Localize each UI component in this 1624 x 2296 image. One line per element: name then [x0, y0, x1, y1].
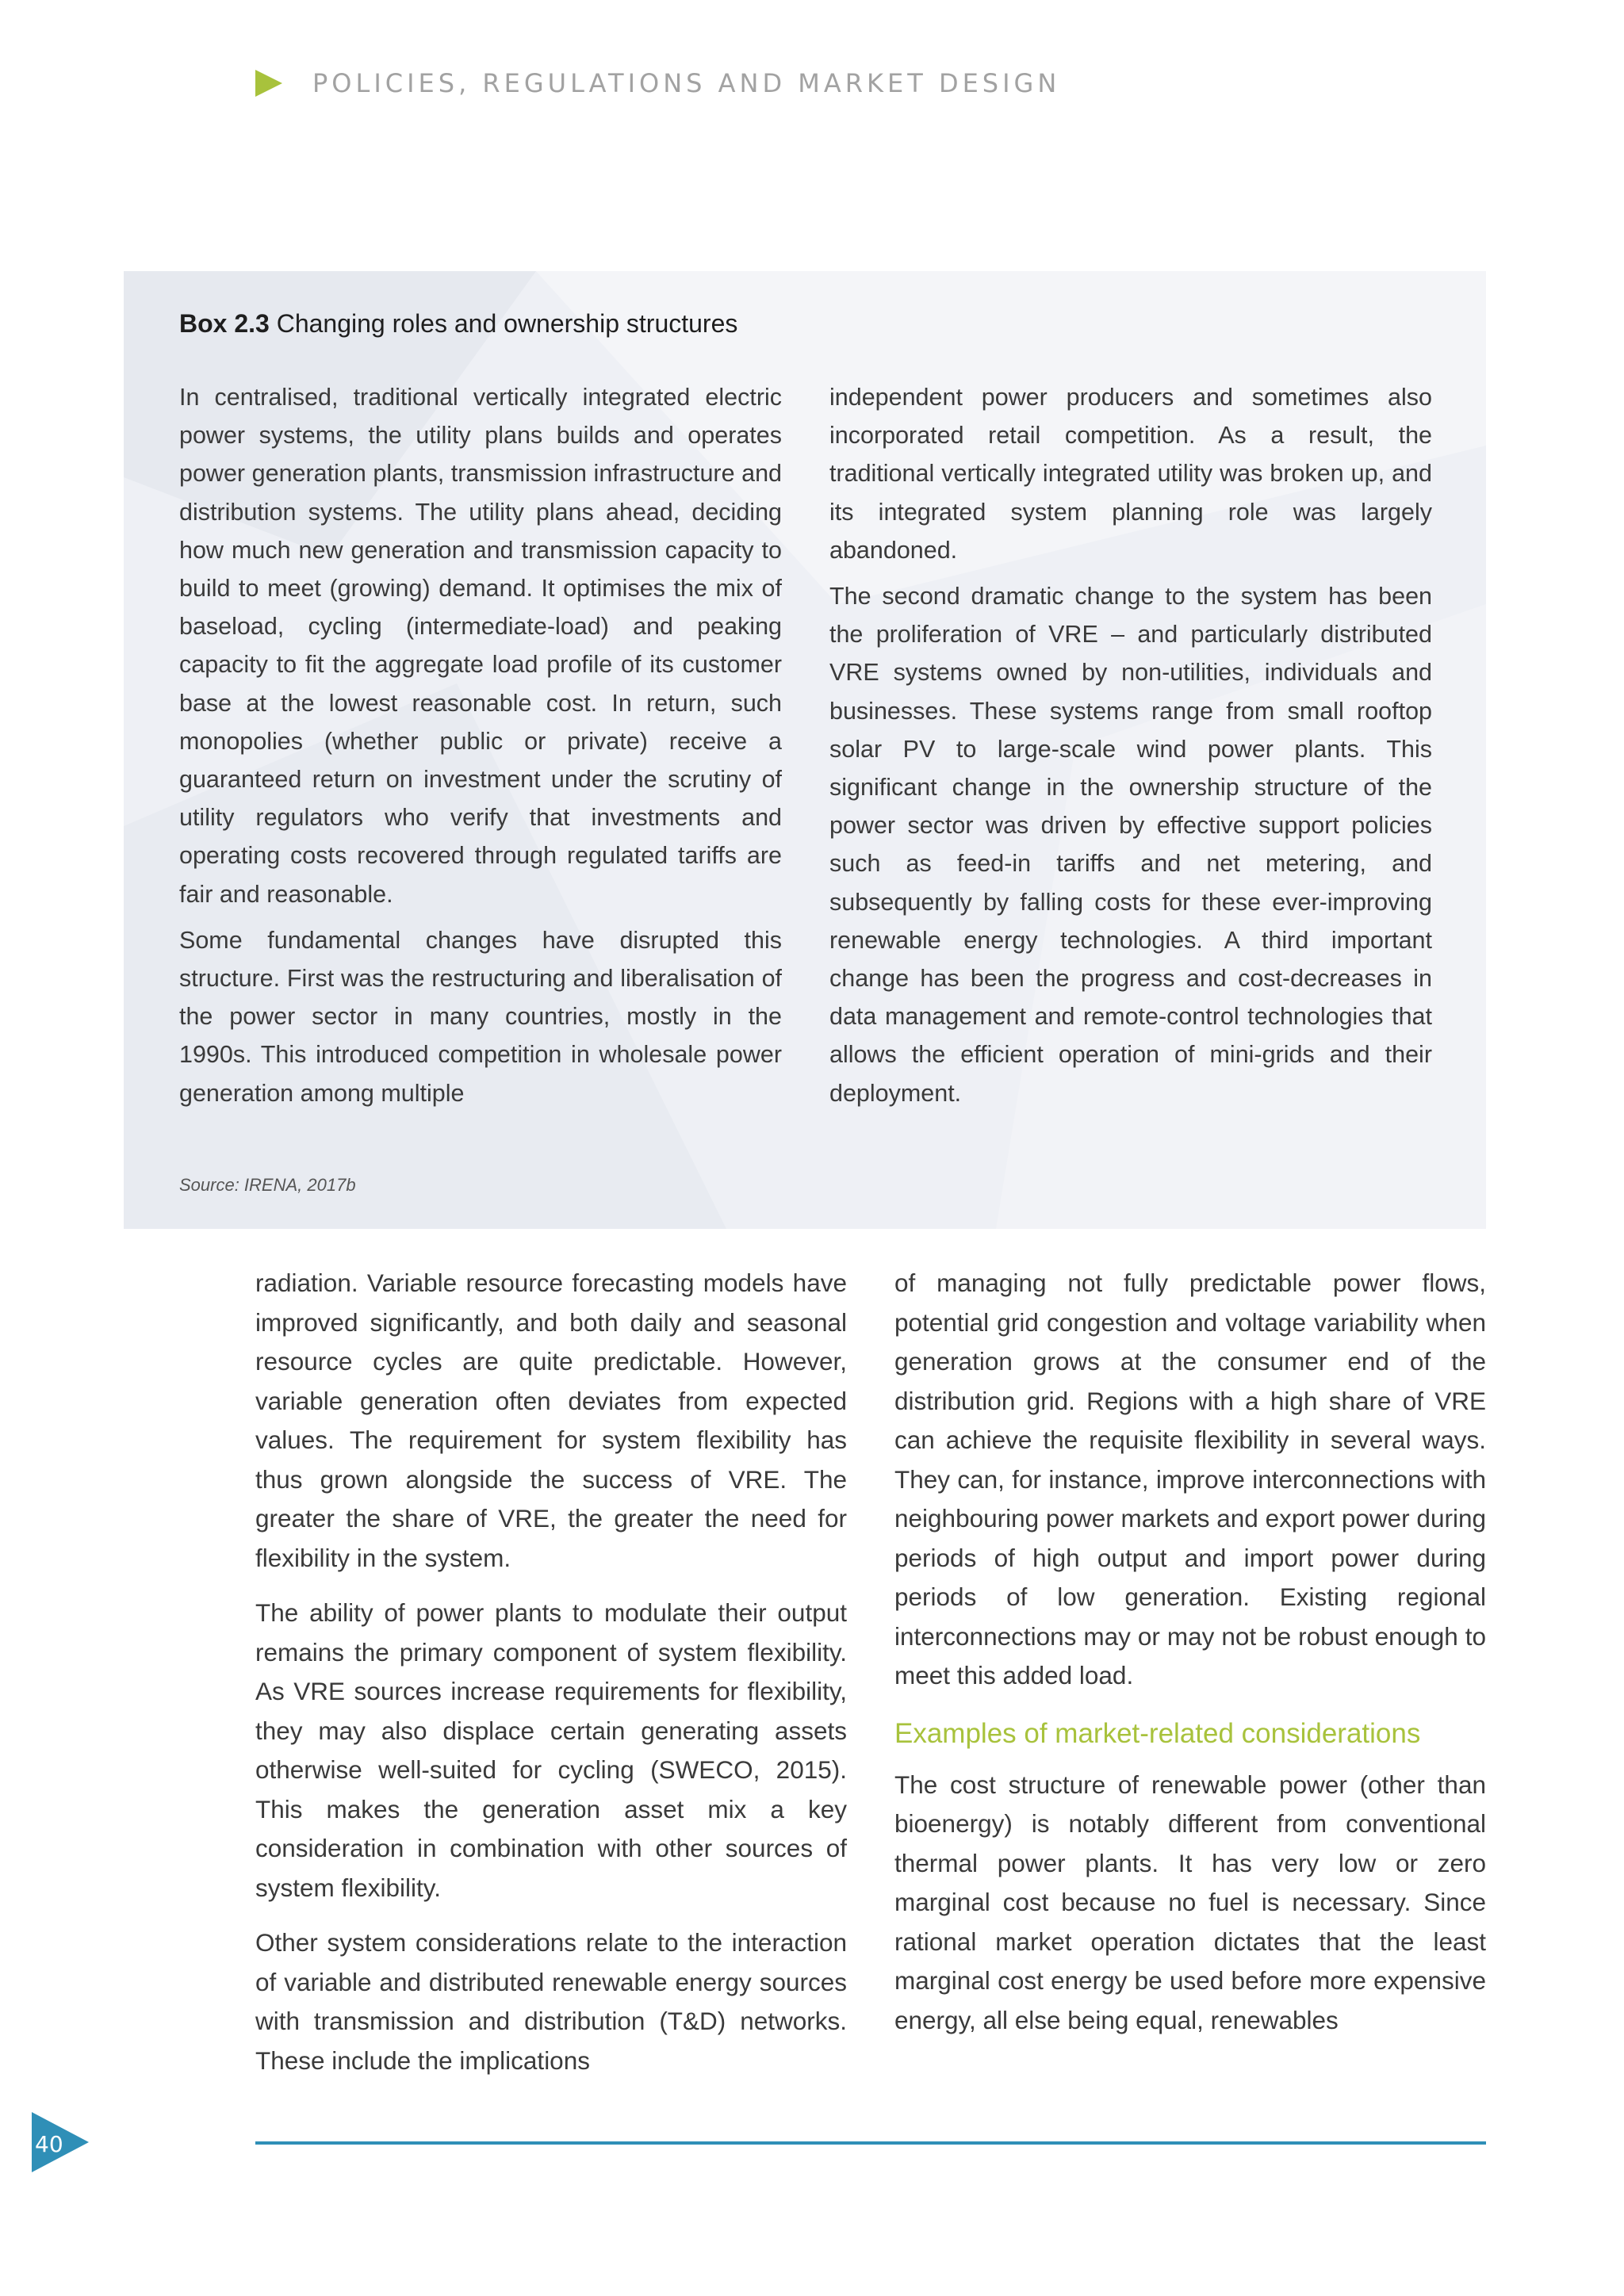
box-paragraph: The second dramatic change to the system has been the proliferation of VRE – and particularly distributed VRE systems owned by non-utilities, individuals and businesses. These systems range from small rooftop solar PV to large-scale wind power plants. This significant change in the ownership structure of the power sector was driven by effective support policies such as feed-in tariffs and net metering, and subsequently by falling costs for these ever-improving renewable energy technologies. A third important change has been the progress and cost-decreases in data management and remote-control technologies that allows the efficient operation of mini-grids and their deployment.	[829, 583, 1432, 1107]
box-source: Source: IRENA, 2017b	[179, 1175, 356, 1195]
body-paragraph: radiation. Variable resource forecasting models have improved significantly, and both daily and seasonal resource cycles are quite predictable. However, variable generation often deviates from expected values. The requirement for system flexibility has thus grown alongside the success of VRE. The greater the share of VRE, the greater the need for flexibility in the system.	[255, 1269, 847, 1572]
box-paragraph: In centralised, traditional vertically integrated electric power systems, the utility plans builds and operates power generation plants, transmission infrastructure and distribution systems. The utility plans ahead, deciding how much new generation and transmission capacity to build to meet (growing) demand. It optimises the mix of baseload, cycling (intermediate-load) and peaking capacity to fit the aggregate load profile of its customer base at the lowest reasonable cost. In return, such monopolies (whether public or private) receive a guaranteed return on investment under the scrutiny of utility regulators who verify that investments and operating costs recovered through regulated tariffs are fair and reasonable.	[179, 384, 782, 908]
info-box	[124, 271, 1486, 1229]
main-right-column	[894, 1264, 1486, 2096]
header-arrow-icon	[255, 70, 282, 97]
page-number: 40	[35, 2131, 63, 2157]
box-paragraph: Some fundamental changes have disrupted this structure. First was the restructuring and liberalisation of the power sector in many countries, mostly in the 1990s. This introduced competition in wholesale power generation among multiple	[179, 926, 782, 1107]
box-paragraph: independent power producers and sometimes also incorporated retail competition. As a result, the traditional vertically integrated utility was broken up, and its integrated system planning role was largely abandoned.	[829, 384, 1432, 564]
box-title	[179, 309, 737, 339]
box-label: Box 2.3	[179, 309, 270, 338]
box-right-column	[829, 378, 1432, 1120]
body-paragraph: The ability of power plants to modulate their output remains the primary component of system flexibility. As VRE sources increase requirements for flexibility, they may also displace certain generating assets otherwise well-suited for cycling (SWECO, 2015). This makes the generation asset mix a key consideration in combination with other sources of system flexibility.	[255, 1598, 847, 1902]
main-content	[255, 1264, 1486, 2096]
body-paragraph: of managing not fully predictable power flows, potential grid congestion and voltage variability when generation grows at the consumer end of the distribution grid. Regions with a high share of VRE can achieve the requisite flexibility in several ways. They can, for instance, improve interconnections with neighbouring power markets and export power during periods of high output and import power during periods of low generation. Existing regional interconnections may or may not be robust enough to meet this added load.	[894, 1269, 1486, 1689]
section-title: POLICIES, REGULATIONS AND MARKET DESIGN	[312, 68, 1061, 98]
footer-rule	[255, 2141, 1486, 2145]
body-paragraph: Other system considerations relate to the interaction of variable and distributed renewable energy sources with transmission and distribution (T&D) networks. These include the implications	[255, 1928, 847, 2075]
body-paragraph: The cost structure of renewable power (other than bioenergy) is notably different from conventional thermal power plants. It has very low or zero marginal cost because no fuel is necessary. Since rational market operation dictates that the least marginal cost energy be used before more expensive energy, all else being equal, renewables	[894, 1770, 1486, 2034]
page-header	[255, 63, 1060, 103]
section-subheading: Examples of market-related considerations	[894, 1717, 1421, 1749]
box-title-text: Changing roles and ownership structures	[276, 309, 738, 338]
box-left-column	[179, 378, 782, 1120]
main-left-column	[255, 1264, 847, 2096]
